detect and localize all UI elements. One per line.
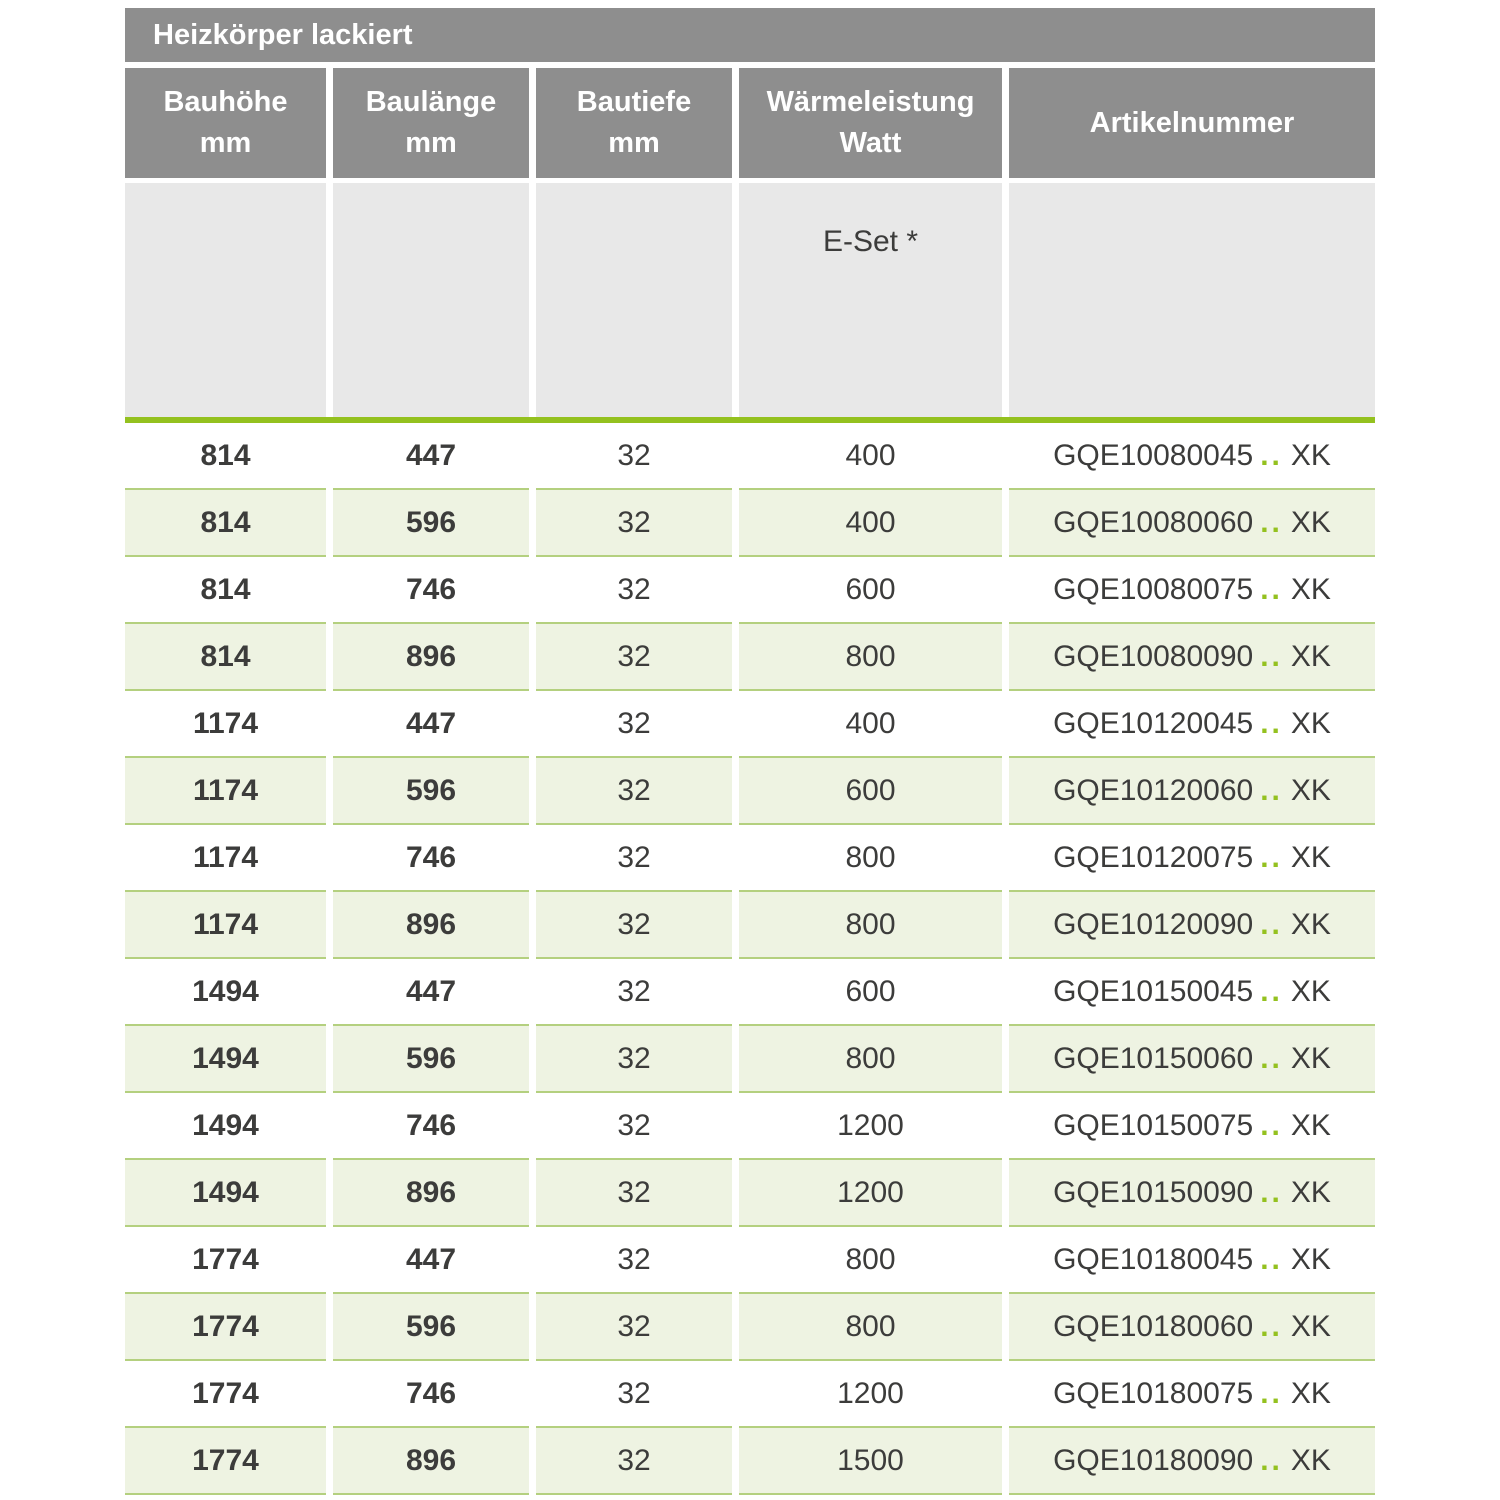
artikel-suffix: XK <box>1290 1242 1331 1276</box>
table-header-row <box>125 68 1375 178</box>
column-header-label: Artikelnummer <box>1089 106 1295 139</box>
cell-watt: 400 <box>739 691 1002 758</box>
artikel-suffix: XK <box>1290 840 1331 874</box>
cell-artikelnummer <box>1009 1428 1375 1495</box>
cell-bauhoehe: 814 <box>125 490 326 557</box>
artikel-dots: .. <box>1260 1443 1283 1477</box>
cell-artikelnummer <box>1009 691 1375 758</box>
cell-bautiefe: 32 <box>536 1093 732 1160</box>
column-header-bautiefe <box>536 68 732 178</box>
artikel-dots: .. <box>1260 974 1283 1008</box>
artikel-prefix: GQE10180090 <box>1053 1443 1254 1477</box>
cell-baulaenge: 447 <box>333 423 529 490</box>
cell-bauhoehe: 1774 <box>125 1294 326 1361</box>
artikel-dots: .. <box>1260 572 1283 606</box>
subheader-cell-bautiefe <box>536 183 732 417</box>
cell-artikelnummer <box>1009 1227 1375 1294</box>
cell-watt: 800 <box>739 825 1002 892</box>
cell-baulaenge: 896 <box>333 624 529 691</box>
cell-baulaenge: 896 <box>333 1428 529 1495</box>
artikel-suffix: XK <box>1290 572 1331 606</box>
cell-bauhoehe: 1494 <box>125 1160 326 1227</box>
column-header-unit: mm <box>405 127 457 159</box>
table-row <box>125 1160 1375 1227</box>
artikel-suffix: XK <box>1290 907 1331 941</box>
cell-watt: 600 <box>739 959 1002 1026</box>
column-header-artikelnummer <box>1009 68 1375 178</box>
cell-artikelnummer <box>1009 1093 1375 1160</box>
artikel-suffix: XK <box>1290 1376 1331 1410</box>
column-header-label: Bautiefe <box>576 86 692 119</box>
cell-artikelnummer <box>1009 959 1375 1026</box>
cell-bauhoehe: 1174 <box>125 892 326 959</box>
artikel-dots: .. <box>1260 1242 1283 1276</box>
artikel-prefix: GQE10180060 <box>1053 1309 1254 1343</box>
cell-bauhoehe: 814 <box>125 423 326 490</box>
artikel-prefix: GQE10080075 <box>1053 572 1254 606</box>
column-header-label: Baulänge <box>365 86 497 119</box>
artikel-dots: .. <box>1260 1041 1283 1075</box>
table-row <box>125 490 1375 557</box>
column-header-waermeleistung <box>739 68 1002 178</box>
column-header-unit: mm <box>608 127 660 159</box>
table-row <box>125 1294 1375 1361</box>
table-title: Heizkörper lackiert <box>153 18 413 51</box>
cell-bauhoehe: 1494 <box>125 1093 326 1160</box>
artikel-dots: .. <box>1260 438 1283 472</box>
cell-bautiefe: 32 <box>536 691 732 758</box>
product-table <box>125 8 1375 1495</box>
artikel-prefix: GQE10150075 <box>1053 1108 1254 1142</box>
cell-watt: 400 <box>739 423 1002 490</box>
subheader-cell-baulaenge <box>333 183 529 417</box>
cell-artikelnummer <box>1009 624 1375 691</box>
cell-bauhoehe: 1494 <box>125 959 326 1026</box>
eset-label: E-Set * <box>822 225 919 258</box>
table-row <box>125 1227 1375 1294</box>
table-row <box>125 1026 1375 1093</box>
artikel-prefix: GQE10080090 <box>1053 639 1254 673</box>
cell-bauhoehe: 1774 <box>125 1428 326 1495</box>
artikel-suffix: XK <box>1290 639 1331 673</box>
artikel-suffix: XK <box>1290 1309 1331 1343</box>
cell-artikelnummer <box>1009 423 1375 490</box>
artikel-prefix: GQE10120090 <box>1053 907 1254 941</box>
artikel-dots: .. <box>1260 773 1283 807</box>
cell-bautiefe: 32 <box>536 959 732 1026</box>
cell-bauhoehe: 1774 <box>125 1361 326 1428</box>
cell-watt: 800 <box>739 1227 1002 1294</box>
cell-watt: 600 <box>739 758 1002 825</box>
cell-watt: 800 <box>739 1294 1002 1361</box>
cell-bauhoehe: 1174 <box>125 758 326 825</box>
artikel-prefix: GQE10120060 <box>1053 773 1254 807</box>
column-header-label: Bauhöhe <box>163 86 288 119</box>
table-row <box>125 691 1375 758</box>
cell-bauhoehe: 1174 <box>125 825 326 892</box>
cell-bautiefe: 32 <box>536 490 732 557</box>
cell-artikelnummer <box>1009 1294 1375 1361</box>
cell-artikelnummer <box>1009 1160 1375 1227</box>
artikel-dots: .. <box>1260 907 1283 941</box>
artikel-suffix: XK <box>1290 1041 1331 1075</box>
cell-artikelnummer <box>1009 892 1375 959</box>
cell-artikelnummer <box>1009 557 1375 624</box>
cell-baulaenge: 596 <box>333 490 529 557</box>
cell-baulaenge: 447 <box>333 959 529 1026</box>
artikel-dots: .. <box>1260 505 1283 539</box>
cell-baulaenge: 447 <box>333 1227 529 1294</box>
artikel-prefix: GQE10180045 <box>1053 1242 1254 1276</box>
table-row <box>125 1361 1375 1428</box>
cell-baulaenge: 596 <box>333 1294 529 1361</box>
cell-artikelnummer <box>1009 825 1375 892</box>
table-subheader-row <box>125 183 1375 417</box>
cell-baulaenge: 746 <box>333 825 529 892</box>
cell-bauhoehe: 814 <box>125 557 326 624</box>
artikel-suffix: XK <box>1290 706 1331 740</box>
cell-baulaenge: 596 <box>333 1026 529 1093</box>
table-row <box>125 892 1375 959</box>
artikel-suffix: XK <box>1290 1443 1331 1477</box>
cell-bautiefe: 32 <box>536 758 732 825</box>
cell-baulaenge: 746 <box>333 557 529 624</box>
table-row <box>125 1428 1375 1495</box>
subheader-cell-eset <box>739 183 1002 417</box>
cell-bauhoehe: 1174 <box>125 691 326 758</box>
artikel-dots: .. <box>1260 1108 1283 1142</box>
cell-baulaenge: 447 <box>333 691 529 758</box>
cell-baulaenge: 746 <box>333 1093 529 1160</box>
column-header-unit: mm <box>199 127 252 159</box>
cell-bautiefe: 32 <box>536 423 732 490</box>
artikel-suffix: XK <box>1290 773 1331 807</box>
subheader-cell-bauhoehe <box>125 183 326 417</box>
cell-bautiefe: 32 <box>536 1428 732 1495</box>
artikel-prefix: GQE10150060 <box>1053 1041 1254 1075</box>
table-title-bar <box>125 8 1375 62</box>
cell-watt: 1200 <box>739 1160 1002 1227</box>
cell-watt: 600 <box>739 557 1002 624</box>
cell-bautiefe: 32 <box>536 557 732 624</box>
cell-watt: 800 <box>739 624 1002 691</box>
cell-watt: 800 <box>739 892 1002 959</box>
cell-baulaenge: 896 <box>333 1160 529 1227</box>
cell-bautiefe: 32 <box>536 1160 732 1227</box>
cell-bautiefe: 32 <box>536 1026 732 1093</box>
artikel-prefix: GQE10120045 <box>1053 706 1254 740</box>
cell-watt: 1500 <box>739 1428 1002 1495</box>
artikel-dots: .. <box>1260 1309 1283 1343</box>
table-row <box>125 959 1375 1026</box>
artikel-dots: .. <box>1260 1376 1283 1410</box>
column-header-unit: Watt <box>839 127 902 159</box>
cell-baulaenge: 896 <box>333 892 529 959</box>
cell-watt: 800 <box>739 1026 1002 1093</box>
cell-bautiefe: 32 <box>536 1361 732 1428</box>
cell-artikelnummer <box>1009 1026 1375 1093</box>
artikel-suffix: XK <box>1290 505 1331 539</box>
cell-bauhoehe: 1774 <box>125 1227 326 1294</box>
cell-bautiefe: 32 <box>536 1227 732 1294</box>
table-body <box>125 423 1375 1495</box>
cell-artikelnummer <box>1009 758 1375 825</box>
subheader-cell-artikelnummer <box>1009 183 1375 417</box>
artikel-suffix: XK <box>1290 1175 1331 1209</box>
column-header-label: Wärmeleistung <box>766 86 975 119</box>
artikel-suffix: XK <box>1290 438 1331 472</box>
cell-watt: 1200 <box>739 1361 1002 1428</box>
artikel-prefix: GQE10120075 <box>1053 840 1254 874</box>
table-row <box>125 624 1375 691</box>
artikel-prefix: GQE10150090 <box>1053 1175 1254 1209</box>
artikel-prefix: GQE10180075 <box>1053 1376 1254 1410</box>
artikel-prefix: GQE10080045 <box>1053 438 1254 472</box>
artikel-dots: .. <box>1260 706 1283 740</box>
table-row <box>125 1093 1375 1160</box>
cell-baulaenge: 596 <box>333 758 529 825</box>
artikel-prefix: GQE10080060 <box>1053 505 1254 539</box>
artikel-dots: .. <box>1260 1175 1283 1209</box>
cell-baulaenge: 746 <box>333 1361 529 1428</box>
table-row <box>125 557 1375 624</box>
cell-artikelnummer <box>1009 490 1375 557</box>
artikel-suffix: XK <box>1290 1108 1331 1142</box>
artikel-prefix: GQE10150045 <box>1053 974 1254 1008</box>
column-header-bauhoehe <box>125 68 326 178</box>
cell-watt: 1200 <box>739 1093 1002 1160</box>
artikel-suffix: XK <box>1290 974 1331 1008</box>
cell-bautiefe: 32 <box>536 624 732 691</box>
table-row <box>125 758 1375 825</box>
cell-bautiefe: 32 <box>536 1294 732 1361</box>
table-row <box>125 825 1375 892</box>
cell-bautiefe: 32 <box>536 825 732 892</box>
table-row <box>125 423 1375 490</box>
cell-bauhoehe: 814 <box>125 624 326 691</box>
cell-bautiefe: 32 <box>536 892 732 959</box>
artikel-dots: .. <box>1260 840 1283 874</box>
cell-watt: 400 <box>739 490 1002 557</box>
cell-bauhoehe: 1494 <box>125 1026 326 1093</box>
column-header-baulaenge <box>333 68 529 178</box>
artikel-dots: .. <box>1260 639 1283 673</box>
cell-artikelnummer <box>1009 1361 1375 1428</box>
